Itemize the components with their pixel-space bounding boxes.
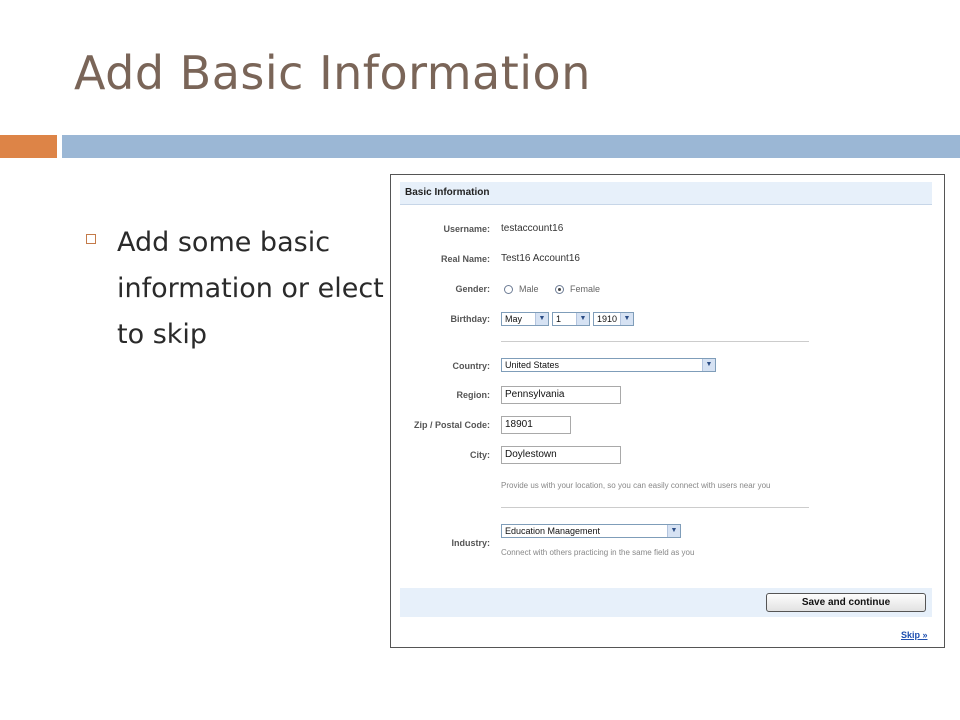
country-value: United States (505, 360, 560, 370)
country-label: Country: (452, 361, 490, 371)
slide-title: Add Basic Information (74, 46, 591, 100)
region-value: Pennsylvania (505, 389, 565, 400)
square-bullet-icon (86, 234, 96, 244)
region-label: Region: (456, 390, 490, 400)
chevron-down-icon[interactable]: ▼ (620, 313, 633, 325)
username-label: Username: (443, 224, 490, 234)
form-footer (400, 588, 932, 617)
region-input[interactable] (501, 386, 621, 404)
industry-label: Industry: (451, 538, 490, 548)
birthday-year-select[interactable] (593, 312, 634, 326)
realname-label: Real Name: (440, 254, 490, 264)
city-label: City: (470, 450, 490, 460)
gender-female-radio[interactable] (555, 285, 564, 294)
chevron-down-icon[interactable]: ▼ (667, 525, 680, 537)
location-hint: Provide us with your location, so you can easily connect with users near you (501, 481, 771, 490)
birthday-day-value: 1 (556, 314, 562, 324)
industry-value: Education Management (505, 526, 601, 536)
birthday-label: Birthday: (450, 314, 490, 324)
gender-label: Gender: (455, 284, 490, 294)
skip-link[interactable]: Skip » (901, 630, 928, 640)
gender-male-label[interactable]: Male (519, 284, 539, 294)
chevron-down-icon[interactable]: ▼ (535, 313, 548, 325)
city-value: Doylestown (505, 449, 557, 460)
bullet-list (86, 220, 386, 358)
realname-value: Test16 Account16 (501, 253, 580, 264)
industry-hint: Connect with others practicing in the same field as you (501, 548, 695, 557)
accent-bar (0, 135, 57, 158)
form-header-title: Basic Information (405, 187, 490, 198)
birthday-month-select[interactable] (501, 312, 549, 326)
title-underline-bar (62, 135, 960, 158)
industry-select[interactable] (501, 524, 681, 538)
chevron-down-icon[interactable]: ▼ (702, 359, 715, 371)
city-input[interactable] (501, 446, 621, 464)
gender-female-label[interactable]: Female (570, 284, 601, 294)
chevron-down-icon[interactable]: ▼ (576, 313, 589, 325)
zip-value: 18901 (505, 419, 533, 430)
username-value: testaccount16 (501, 223, 564, 234)
form-header (400, 182, 932, 205)
birthday-year-value: 1910 (597, 314, 618, 324)
birthday-day-select[interactable] (552, 312, 590, 326)
zip-label: Zip / Postal Code: (413, 420, 490, 430)
save-and-continue-button[interactable]: Save and continue (766, 593, 926, 612)
gender-male-radio[interactable] (504, 285, 513, 294)
country-select[interactable] (501, 358, 716, 372)
zip-input[interactable] (501, 416, 571, 434)
bullet-text: Add some basic information or elect to skip (117, 227, 384, 350)
divider (501, 507, 809, 508)
birthday-month-value: May (505, 314, 523, 324)
divider (501, 341, 809, 342)
basic-information-form-screenshot (390, 174, 945, 648)
